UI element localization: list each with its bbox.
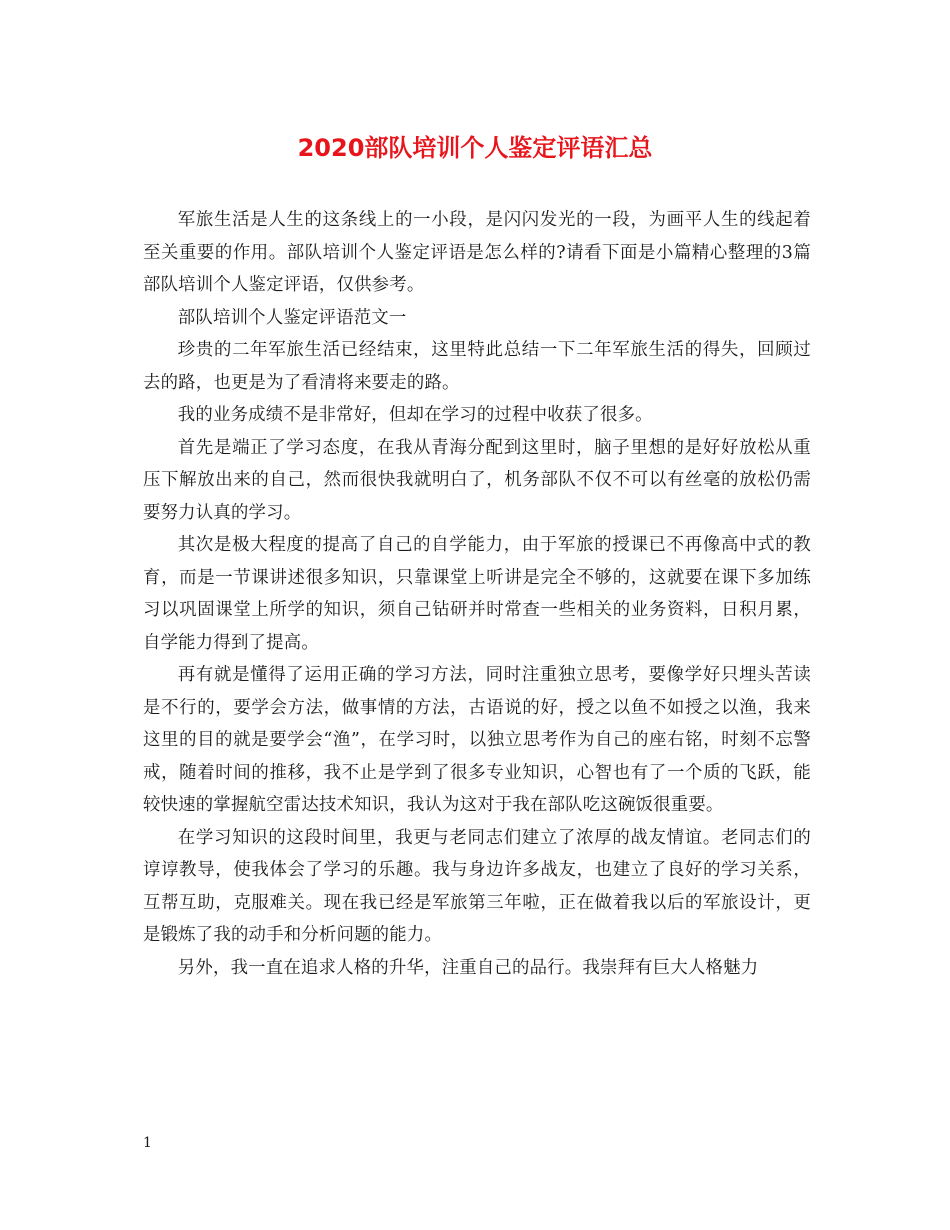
paragraph: 我的业务成绩不是非常好，但却在学习的过程中收获了很多。 — [177, 405, 653, 425]
paragraph: 再有就是懂得了运用正确的学习方法，同时注重独立思考，要像学好只埋头苦读是不行的，要学会方法，做事情的方法，古语说的好，授之以鱼不如授之以渔，我来这里的目的就是要学会“渔”，在学习时，以独立思考作为自己的座右铭，时刻不忘警戒，随着时间的推移，我不止是学到了很多专业知识，心智也有了一个质的飞跃，能较快速的掌握航空雷达技术知识，我认为这对于我在部队吃这碗饭很重要。 — [143, 665, 811, 815]
paragraph: 珍贵的二年军旅生活已经结束，这里特此总结一下二年军旅生活的得失，回顾过去的路，也更是为了看清将来要走的路。 — [143, 340, 811, 393]
paragraph: 在学习知识的这段时间里，我更与老同志们建立了浓厚的战友情谊。老同志们的谆谆教导，使我体会了学习的乐趣。我与身边许多战友，也建立了良好的学习关系，互帮互助，克服难关。现在我已经是军旅第三年啦，正在做着我以后的军旅设计，更是锻炼了我的动手和分析问题的能力。 — [143, 827, 811, 945]
paragraph: 首先是端正了学习态度，在我从青海分配到这里时，脑子里想的是好好放松从重压下解放出来的自己，然而很快我就明白了，机务部队不仅不可以有丝毫的放松仍需要努力认真的学习。 — [143, 437, 811, 523]
section-heading: 部队培训个人鉴定评语范文一 — [177, 307, 407, 328]
paragraph: 其次是极大程度的提高了自己的自学能力，由于军旅的授课已不再像高中式的教育，而是一节课讲述很多知识，只靠课堂上听讲是完全不够的，这就要在课下多加练习以巩固课堂上所学的知识，须自己钻研并时常查一些相关的业务资料，日积月累，自学能力得到了提高。 — [143, 535, 811, 653]
paragraph: 另外，我一直在追求人格的升华，注重自己的品行。我崇拜有巨大人格魅力 — [177, 957, 759, 978]
paragraph-intro: 军旅生活是人生的这条线上的一小段，是闪闪发光的一段，为画平人生的线起着至关重要的作用。部队培训个人鉴定评语是怎么样的?请看下面是小篇精心整理的3篇部队培训个人鉴定评语，仅供参考。 — [143, 210, 811, 295]
document-body — [143, 204, 811, 984]
page-number: 1 — [143, 1135, 152, 1151]
document-title: 2020部队培训个人鉴定评语汇总 — [297, 134, 653, 162]
